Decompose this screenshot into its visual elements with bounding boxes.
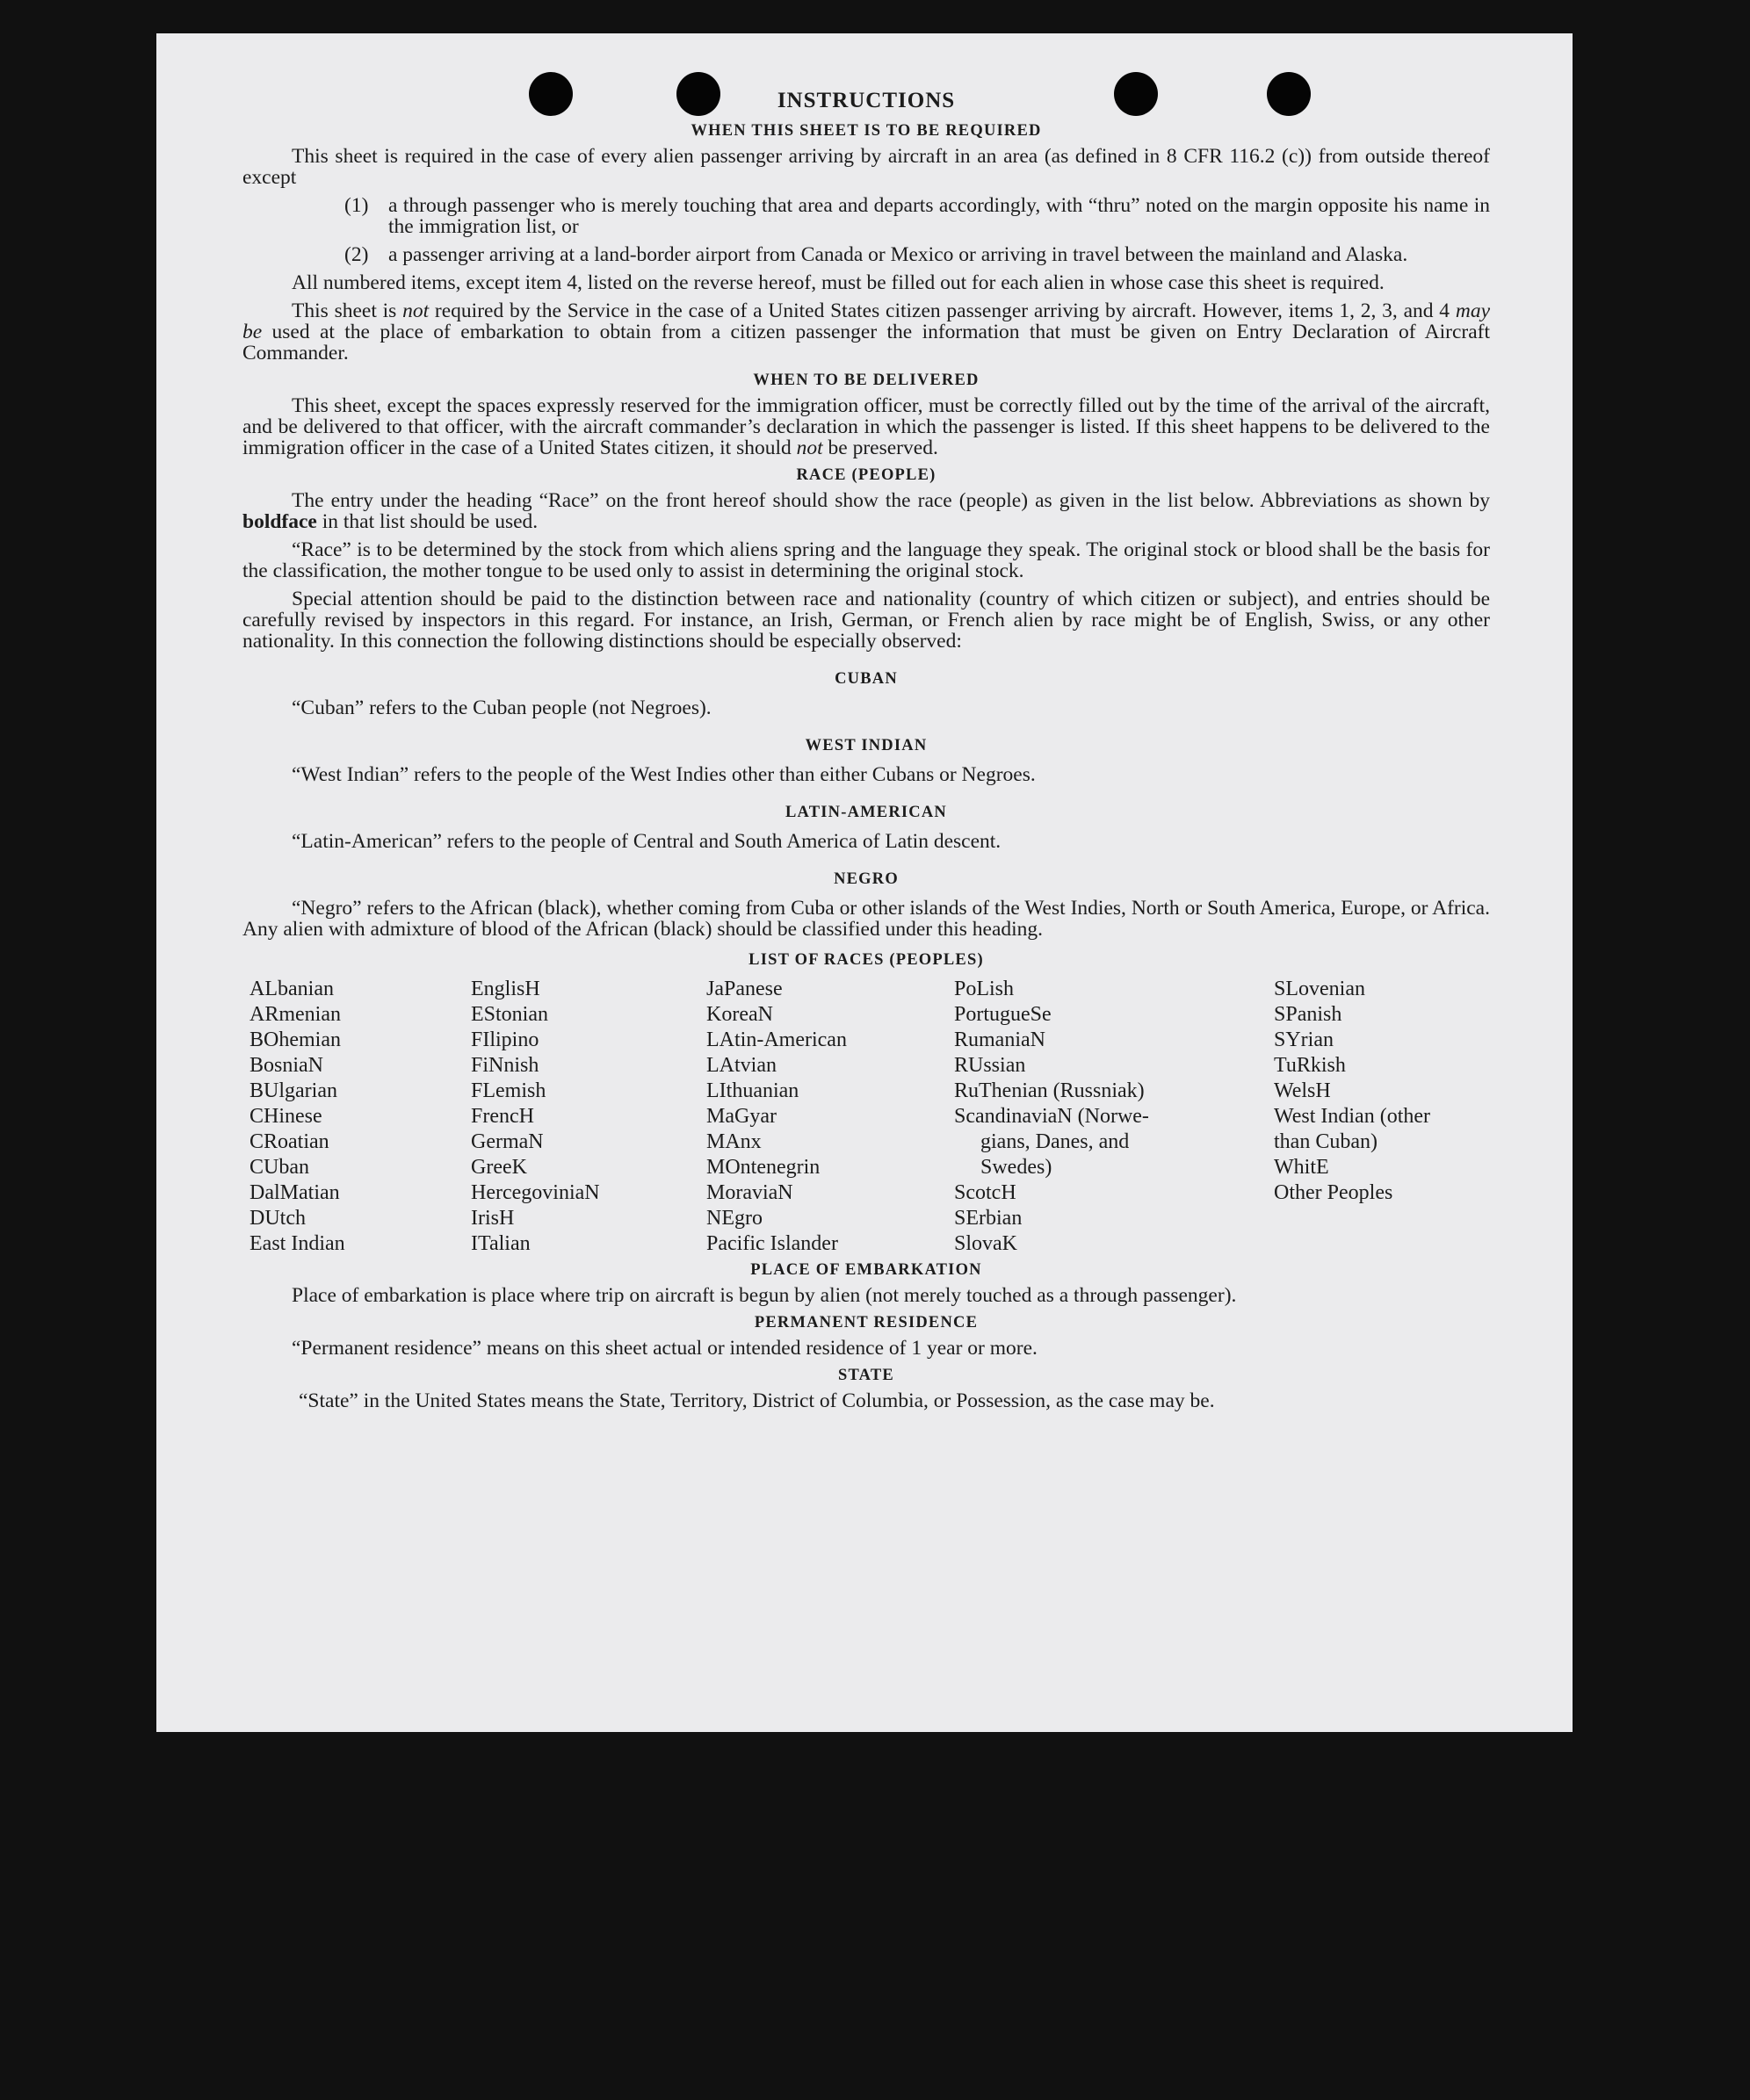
race-entry: CUban	[249, 1156, 309, 1179]
race-entry: than Cuban)	[1274, 1130, 1378, 1153]
race-entry: LAtvian	[706, 1054, 777, 1077]
race-entry: BUlgarian	[249, 1079, 337, 1102]
text: be preserved.	[822, 437, 938, 459]
section-heading: WEST INDIAN	[805, 737, 928, 754]
race-entry: LAtin-American	[706, 1028, 847, 1051]
race-entry: MAnx	[706, 1130, 762, 1153]
numbered-item	[242, 244, 1490, 265]
race-entry: SErbian	[954, 1207, 1023, 1230]
race-entry: BOhemian	[249, 1028, 341, 1051]
race-entry: JaPanese	[706, 978, 783, 1000]
race-entry: ITalian	[471, 1232, 531, 1255]
race-entry: SYrian	[1274, 1028, 1334, 1051]
section-heading: PLACE OF EMBARKATION	[750, 1261, 982, 1279]
paragraph: “Latin-American” refers to the people of Central and South America of Latin descent.	[292, 830, 1002, 853]
paragraph: This sheet is required in the case of every alien passenger arriving by aircraft in an area (as defined in 8 CFR 116.2 (c)) from outside thereof except	[242, 145, 1490, 189]
numbered-item	[242, 195, 1490, 237]
section-heading: LATIN-AMERICAN	[785, 804, 947, 821]
race-entry: PortugueSe	[954, 1003, 1052, 1026]
race-entry: Other Peoples	[1274, 1181, 1393, 1204]
race-entry: DUtch	[249, 1207, 306, 1230]
race-entry: ScotcH	[954, 1181, 1016, 1204]
race-entry: LIthuanian	[706, 1079, 799, 1102]
section-heading: LIST OF RACES (PEOPLES)	[748, 951, 984, 969]
bold-text: boldface	[242, 510, 317, 533]
race-entry: MoraviaN	[706, 1181, 793, 1204]
race-entry: IrisH	[471, 1207, 515, 1230]
section-heading: PERMANENT RESIDENCE	[754, 1314, 979, 1331]
race-column	[706, 977, 954, 1257]
race-entry: RuThenian (Russniak)	[954, 1079, 1145, 1102]
paragraph	[242, 300, 1490, 364]
race-entry: MaGyar	[706, 1105, 777, 1128]
race-entry: BosniaN	[249, 1054, 323, 1077]
race-entry: FiNnish	[471, 1054, 539, 1077]
item-text: a passenger arriving at a land-border airport from Canada or Mexico or arriving in travel between the mainland and Alaska.	[388, 243, 1408, 266]
instructions-body	[242, 88, 1490, 1418]
race-entry: SLovenian	[1274, 978, 1365, 1000]
race-entry: WelsH	[1274, 1079, 1331, 1102]
race-column	[1274, 977, 1499, 1257]
text: The entry under the heading “Race” on the front hereof should show the race (people) as given in the list below. Abbreviations as shown by	[292, 489, 1490, 512]
race-entry: WhitE	[1274, 1156, 1329, 1179]
race-entry: FLemish	[471, 1079, 546, 1102]
race-entry: DalMatian	[249, 1181, 340, 1204]
paragraph: “Negro” refers to the African (black), whether coming from Cuba or other islands of the West Indies, North or South America, Europe, or Africa. Any alien with admixture of blood of the African (black) should be classified under this heading.	[242, 897, 1490, 941]
race-entry: TuRkish	[1274, 1054, 1346, 1077]
race-entry: West Indian (other	[1274, 1105, 1431, 1128]
paragraph: All numbered items, except item 4, listed on the reverse hereof, must be filled out for each alien in whose case this sheet is required.	[292, 271, 1385, 294]
race-entry: gians, Danes, and	[980, 1130, 1130, 1153]
document-sheet	[156, 33, 1573, 1732]
paragraph	[242, 490, 1490, 532]
text: required by the Service in the case of a United States citizen passenger arriving by aircraft. However, items 1, 2, 3, and 4	[429, 299, 1456, 322]
race-entry: RUssian	[954, 1054, 1026, 1077]
race-entry: ARmenian	[249, 1003, 341, 1026]
item-text: a through passenger who is merely touching that area and departs accordingly, with “thru” noted on the margin opposite his name in the immigration list, or	[388, 194, 1490, 238]
race-entry: PoLish	[954, 978, 1015, 1000]
paragraph: “Permanent residence” means on this sheet actual or intended residence of 1 year or more.	[292, 1337, 1038, 1360]
text: This sheet is	[292, 299, 403, 322]
paragraph: “State” in the United States means the State, Territory, District of Columbia, or Possession, as the case may be.	[299, 1389, 1215, 1412]
race-entry: RumaniaN	[954, 1028, 1045, 1051]
race-entry: KoreaN	[706, 1003, 773, 1026]
item-number: (2)	[344, 243, 369, 266]
race-entry: GreeK	[471, 1156, 527, 1179]
text: This sheet, except the spaces expressly reserved for the immigration officer, must be correctly filled out by the time of the arrival of the aircraft, and be delivered to that officer, with the aircraft commander’s declaration in which the passenger is listed. If this sheet happens to be delivered to the immigration officer in the case of a United States citizen, it should	[242, 394, 1490, 459]
section-heading: RACE (PEOPLE)	[796, 466, 936, 484]
emphasis: may be	[242, 299, 1490, 343]
race-entry: EnglisH	[471, 978, 540, 1000]
paragraph	[242, 395, 1490, 458]
race-entry: ScandinaviaN (Norwe-	[954, 1105, 1149, 1128]
race-column	[471, 977, 706, 1257]
section-heading: CUBAN	[835, 670, 898, 688]
race-entry: EStonian	[471, 1003, 548, 1026]
text: in that list should be used.	[316, 510, 539, 533]
section-heading: WHEN THIS SHEET IS TO BE REQUIRED	[691, 122, 1042, 140]
race-entry: CHinese	[249, 1105, 322, 1128]
race-entry: ALbanian	[249, 978, 334, 1000]
race-entry: East Indian	[249, 1232, 345, 1255]
paragraph: “West Indian” refers to the people of the West Indies other than either Cubans or Negroes.	[292, 763, 1036, 786]
item-number: (1)	[344, 194, 369, 217]
race-list	[249, 977, 1490, 1257]
race-entry: MOntenegrin	[706, 1156, 821, 1179]
race-entry: NEgro	[706, 1207, 763, 1230]
race-entry: Pacific Islander	[706, 1232, 838, 1255]
race-entry: Swedes)	[980, 1156, 1052, 1179]
section-heading: WHEN TO BE DELIVERED	[753, 372, 980, 389]
race-column	[249, 977, 471, 1257]
emphasis: not	[402, 299, 430, 322]
race-entry: GermaN	[471, 1130, 544, 1153]
race-entry: FrencH	[471, 1105, 534, 1128]
race-column	[954, 977, 1274, 1257]
race-entry: CRoatian	[249, 1130, 329, 1153]
section-heading: NEGRO	[834, 870, 899, 888]
race-entry: SlovaK	[954, 1232, 1017, 1255]
paragraph: “Cuban” refers to the Cuban people (not Negroes).	[292, 696, 712, 719]
race-entry: HercegoviniaN	[471, 1181, 600, 1204]
race-entry: FIlipino	[471, 1028, 539, 1051]
page-title: INSTRUCTIONS	[777, 89, 956, 112]
race-entry: SPanish	[1274, 1003, 1342, 1026]
paragraph: Special attention should be paid to the distinction between race and nationality (country of which citizen or subject), and entries should be carefully revised by inspectors in this regard. For instance, an Irish, German, or French alien by race might be of English, Swiss, or any other nationality. In this connection the following distinctions should be especially observed:	[242, 588, 1490, 653]
text: used at the place of embarkation to obtain from a citizen passenger the information that must be given on Entry Declaration of Aircraft Commander.	[242, 321, 1490, 364]
paragraph: Place of embarkation is place where trip on aircraft is begun by alien (not merely touched as a through passenger).	[292, 1284, 1237, 1307]
emphasis: not	[796, 437, 823, 459]
paragraph: “Race” is to be determined by the stock from which aliens spring and the language they speak. The original stock or blood shall be the basis for the classification, the mother tongue to be used only to assist in determining the original stock.	[242, 538, 1490, 582]
section-heading: STATE	[838, 1367, 894, 1384]
